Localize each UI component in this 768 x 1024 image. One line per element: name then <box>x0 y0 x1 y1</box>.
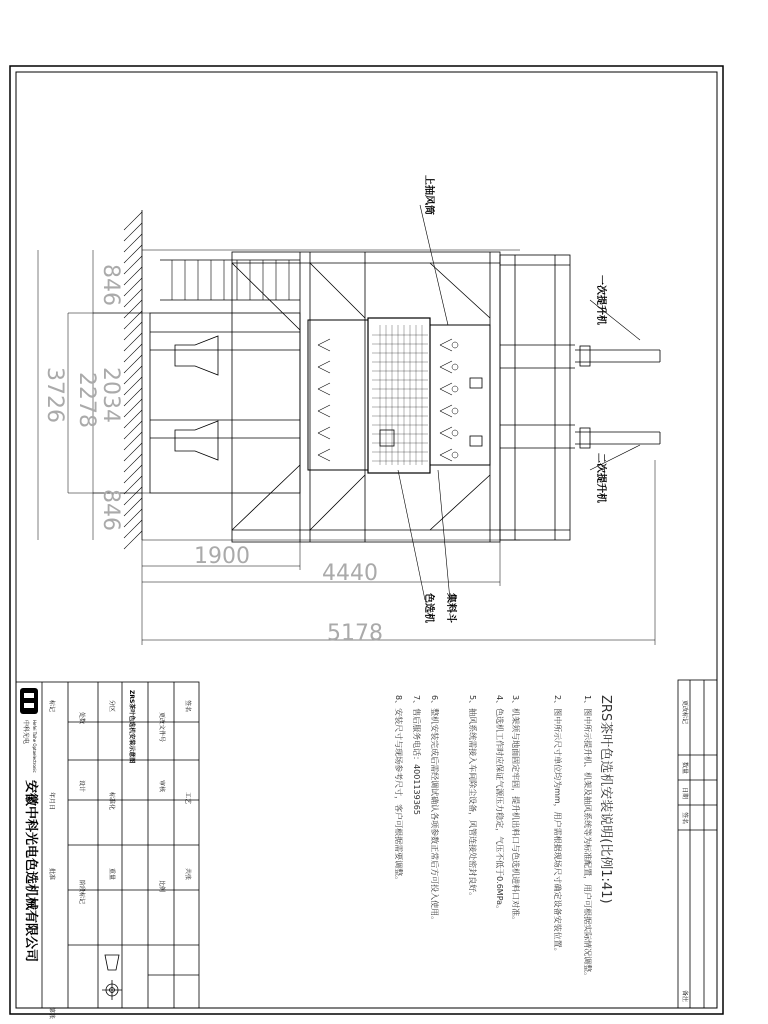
title-block-cell: 比例 <box>158 880 165 893</box>
title-block-cell: 更改文件号 <box>158 712 165 743</box>
dim-2278: 2278 <box>74 372 99 428</box>
dim-2034: 2034 <box>98 367 123 423</box>
rev-cell-qty: 数量 <box>681 762 688 775</box>
note-8: 8、安装尺寸与现场参考尺寸，客户可根据需要调整。 <box>394 695 403 885</box>
logo-subtext: Hefei Taihe Optoelectronic <box>32 720 37 773</box>
title-block-cell: 签名 <box>184 700 191 713</box>
title-block-cell: 第张 <box>48 1007 55 1020</box>
title-block-cell: 年月日 <box>48 792 55 811</box>
title-block <box>16 682 199 1008</box>
stairs <box>160 260 300 300</box>
rev-cell-date: 日期 <box>681 787 688 800</box>
company-name: 安徽中科光电色选机械有限公司 <box>23 780 38 963</box>
revision-block <box>678 680 717 1008</box>
dim-846-top: 846 <box>98 264 123 306</box>
note-6: 6、整机安装完成后需经调试确认各项参数正常后方可投入使用。 <box>430 695 439 925</box>
title-block-cell: 阶段标记 <box>78 880 85 905</box>
company-logo <box>20 688 38 714</box>
note-3: 3、机架须与地面固定牢固，提升机出料口与色选机进料口对准。 <box>511 695 520 925</box>
title-block-cell: 处数 <box>78 712 85 725</box>
dim-846-bottom: 846 <box>98 489 123 531</box>
installation-notes <box>393 695 614 980</box>
title-block-cell: 批准 <box>48 868 55 881</box>
label-elevator-1: 一次提升机 <box>595 275 606 325</box>
note-7: 7、售后服务电话：4001139365 <box>412 695 421 815</box>
logo-text: 中科光电 <box>22 720 29 745</box>
title-block-cell: 共张 <box>184 868 191 881</box>
label-elevator-2: 二次提升机 <box>595 453 606 503</box>
dim-1900: 1900 <box>194 544 250 569</box>
note-1: 1、图中所示提升机、机架及抽风系统等为标准配置，用户可根据实际情况调整。 <box>583 695 592 981</box>
title-block-cell: 设计 <box>78 780 85 793</box>
notes-title: ZRS茶叶色选机安装说明(比例1:41) <box>598 695 613 904</box>
label-hopper: 集料斗 <box>445 593 456 623</box>
rev-cell-mark: 更改标记 <box>681 700 688 725</box>
rev-cell-sign: 签名 <box>681 812 688 825</box>
wall-hatching <box>124 210 142 549</box>
rev-cell-note: 备注 <box>681 990 688 1003</box>
title-block-cell: 重量 <box>108 868 115 881</box>
dim-4440: 4440 <box>322 561 378 586</box>
note-4: 4、色选机工作时应保证气源压力稳定，气压不低于0.6MPa。 <box>495 695 504 914</box>
title-block-cell: 标记 <box>48 700 55 713</box>
note-2: 2、图中所示尺寸单位均为mm，用户需根据现场尺寸确定设备安装位置。 <box>553 695 562 956</box>
title-block-cell: 标准化 <box>108 792 115 811</box>
projection-symbol-icon <box>102 955 122 1000</box>
drawing-name: ZRS茶叶色选机安装示意图 <box>128 690 135 764</box>
dim-5178: 5178 <box>327 621 383 646</box>
title-block-cell: 分区 <box>108 700 115 713</box>
note-5: 5、抽风系统需接入车间除尘设备，风管连接处密封良好。 <box>468 695 477 901</box>
label-sorter: 色选机 <box>423 593 434 623</box>
label-top-fan: 上抽风筒 <box>423 175 434 215</box>
title-block-cell: 工艺 <box>184 792 191 805</box>
title-block-cell: 审核 <box>158 780 165 793</box>
dim-3726: 3726 <box>42 367 67 423</box>
